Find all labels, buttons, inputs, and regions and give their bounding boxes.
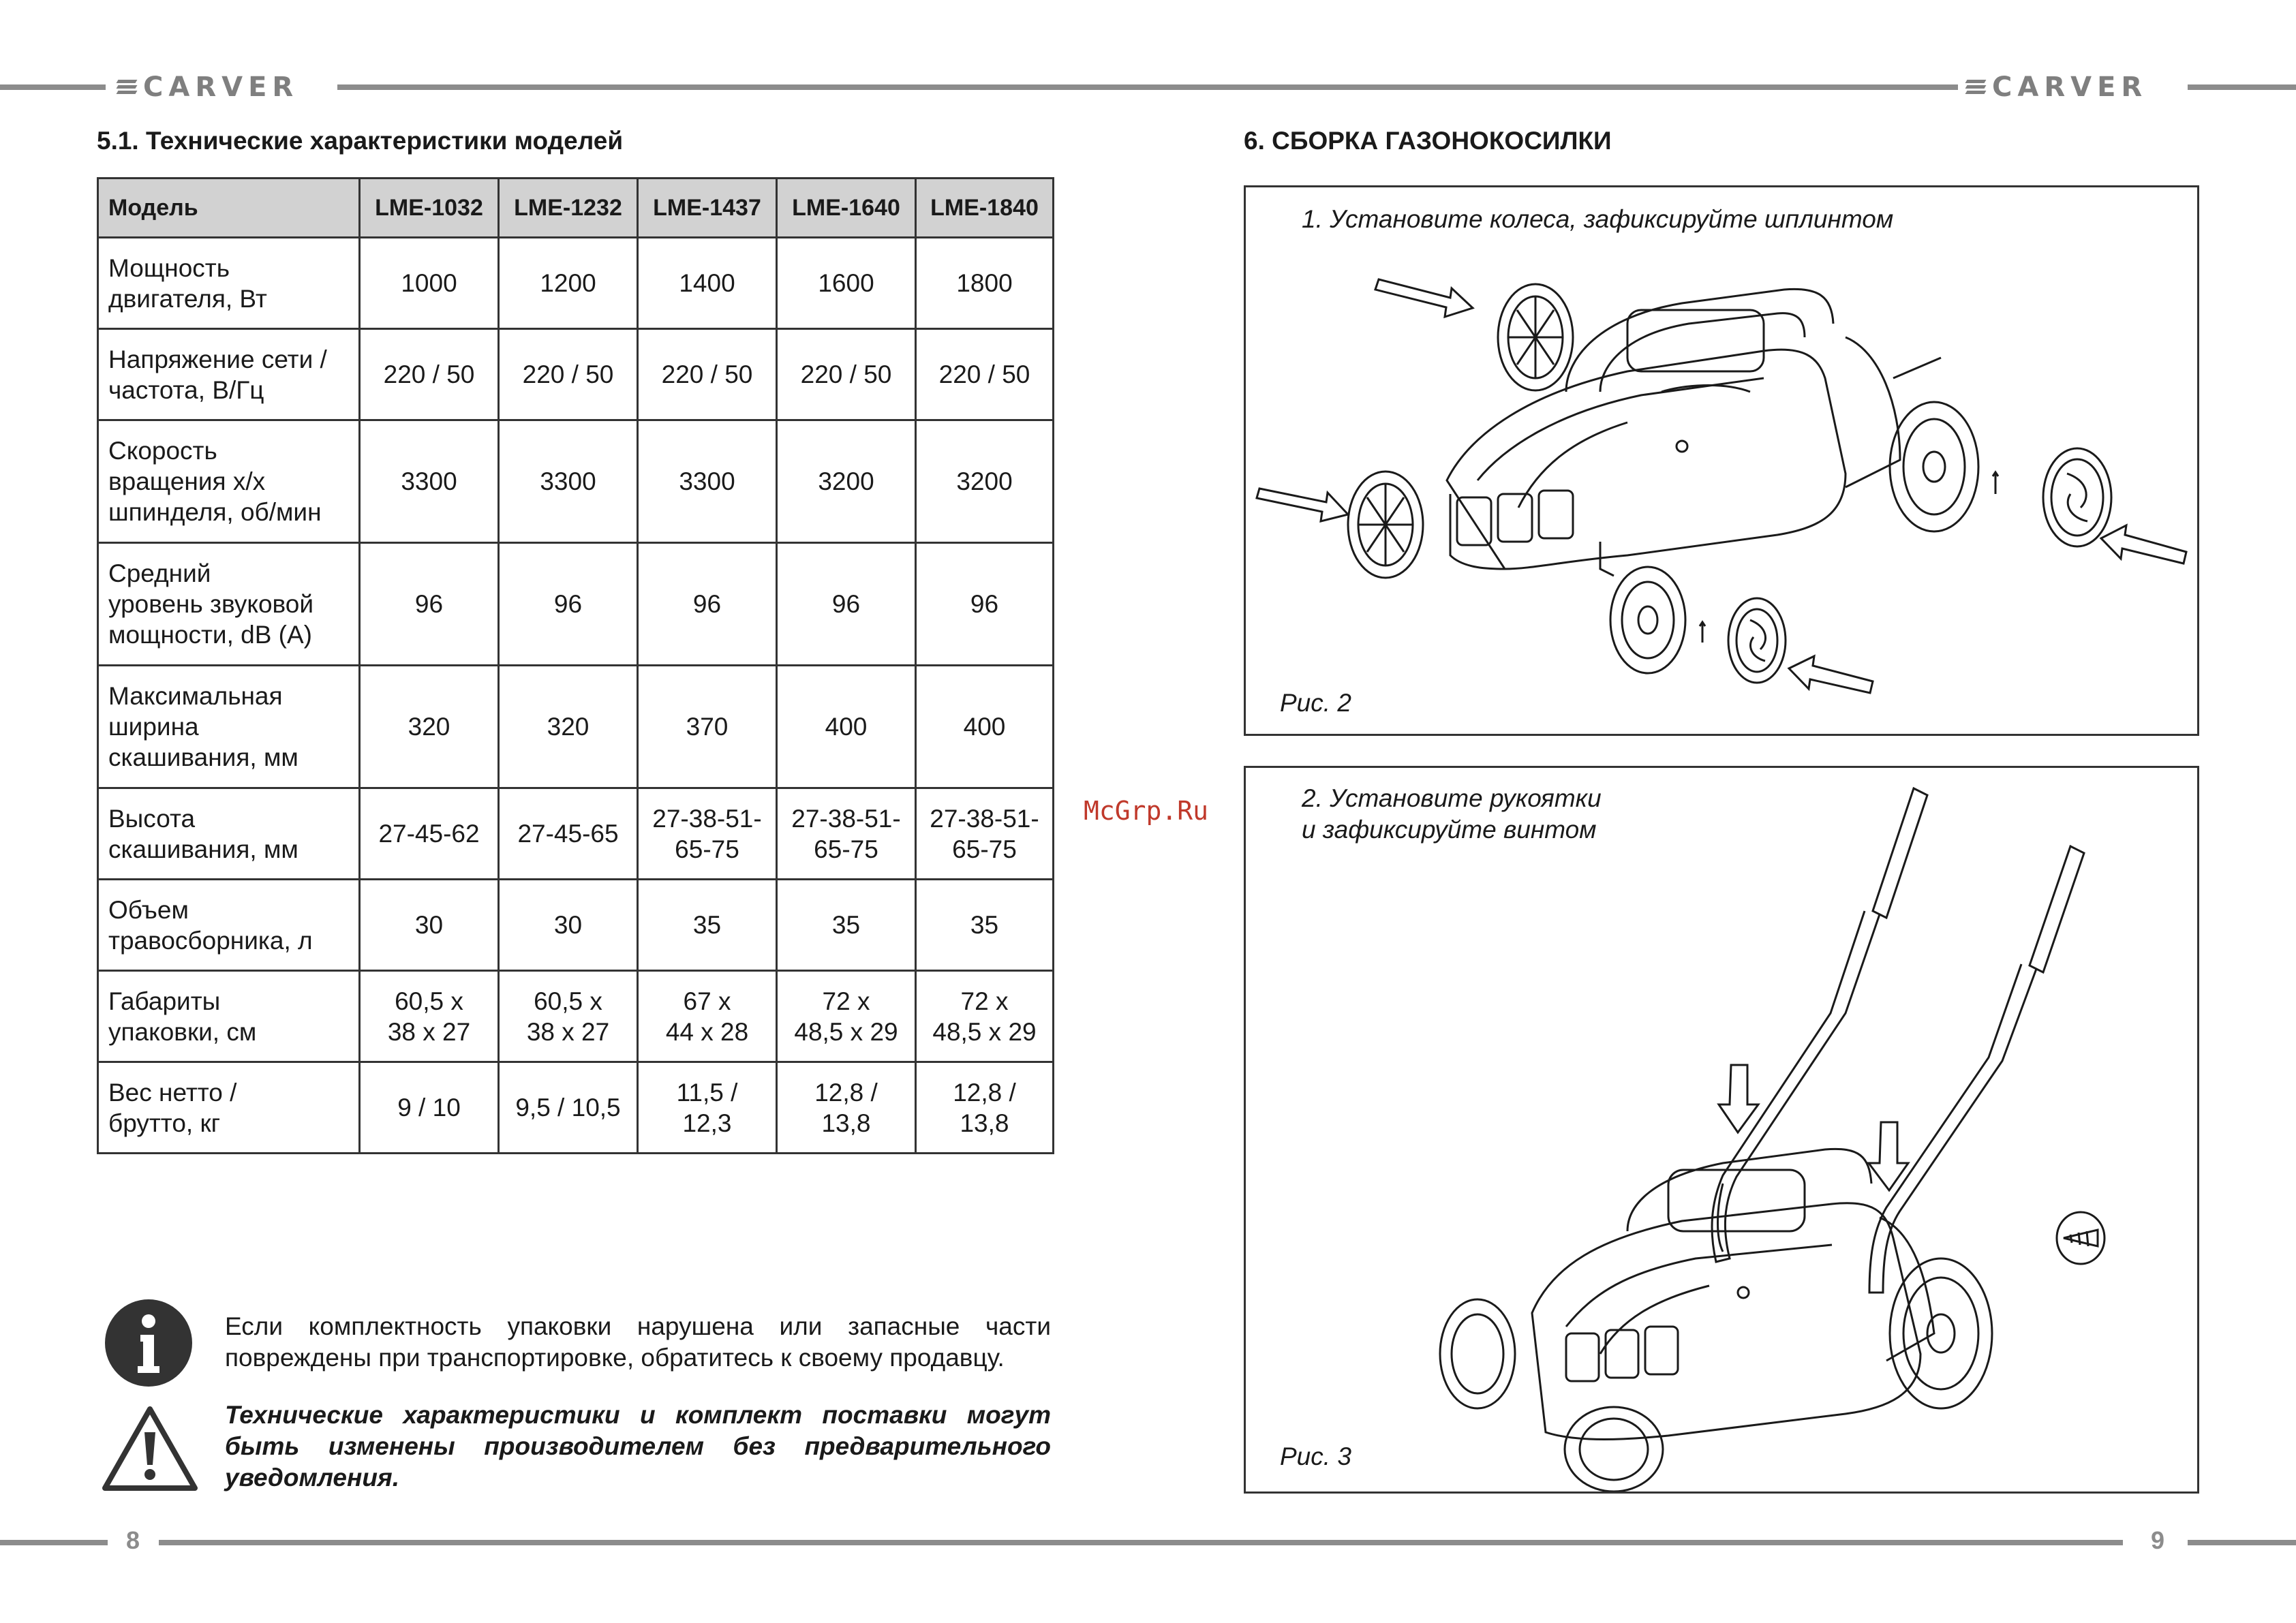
spec-table-header-row — [98, 179, 1054, 238]
figure-2-caption: 1. Установите колеса, зафиксируйте шплинтом — [1302, 205, 1894, 233]
warning-note: Технические характеристики и комплект поставки могут быть изменены производителем без предварительного уведомления. — [225, 1401, 1051, 1491]
table-row-label: Мощность двигателя, Вт — [98, 238, 360, 329]
table-cell: 72 х 48,5 х 29 — [777, 971, 916, 1062]
table-cell: 67 х 44 х 28 — [638, 971, 777, 1062]
table-cell: 27-45-62 — [360, 788, 499, 880]
arrow-handle-left — [1719, 1065, 1758, 1132]
header-lme-1640: LME-1640 — [777, 179, 916, 238]
page-number-right: 9 — [2151, 1526, 2165, 1554]
table-cell: 220 / 50 — [916, 329, 1054, 420]
warning-icon — [101, 1405, 199, 1494]
hubcap-front-drawing — [1728, 598, 1786, 683]
table-row-label: Скорость вращения х/х шпинделя, об/мин — [98, 420, 360, 543]
arrow-hubcap-right — [2101, 525, 2186, 563]
cotter-pin-front — [1700, 622, 1705, 643]
table-cell: 3300 — [638, 420, 777, 543]
table-cell: 35 — [916, 880, 1054, 971]
table-row-label: Высота скашивания, мм — [98, 788, 360, 880]
header-lme-1232: LME-1232 — [499, 179, 638, 238]
table-cell: 400 — [777, 666, 916, 788]
header-rule-center — [337, 84, 1958, 90]
spec-section-title: 5.1. Технические характеристики моделей — [97, 127, 624, 155]
arrow-handle-right — [1869, 1122, 1908, 1190]
table-cell: 30 — [499, 880, 638, 971]
footer-rule-center — [159, 1540, 2123, 1545]
mower-body-drawing — [1447, 289, 1941, 576]
footer-rule-left — [0, 1540, 108, 1545]
table-cell: 1400 — [638, 238, 777, 329]
table-row-label: Средний уровень звуковой мощности, dB (A) — [98, 543, 360, 666]
figure-3-caption: 2. Установите рукоятки и зафиксируйте винтом — [1302, 784, 1602, 844]
table-cell: 96 — [638, 543, 777, 666]
table-cell: 370 — [638, 666, 777, 788]
table-row-label: Максимальная ширина скашивания, мм — [98, 666, 360, 788]
table-cell: 1000 — [360, 238, 499, 329]
info-note: Если комплектность упаковки нарушена или запасные части повреждены при транспортировке, обратитесь к своему продавцу. — [225, 1312, 1051, 1372]
table-cell: 220 / 50 — [360, 329, 499, 420]
table-row-label: Габариты упаковки, см — [98, 971, 360, 1062]
mower-assembled-drawing — [1532, 1149, 1934, 1439]
spec-table — [97, 177, 1054, 1154]
brand-name: CARVER — [143, 72, 299, 103]
figure-3-box — [1244, 766, 2199, 1494]
table-cell: 12,8 / 13,8 — [777, 1062, 916, 1154]
table-cell: 27-38-51- 65-75 — [777, 788, 916, 880]
mower-assembled-wheels — [1440, 1258, 1992, 1491]
table-cell: 60,5 х 38 х 27 — [360, 971, 499, 1062]
table-cell: 1600 — [777, 238, 916, 329]
table-cell: 96 — [360, 543, 499, 666]
table-cell: 96 — [916, 543, 1054, 666]
figure-2-illustration — [1246, 187, 2197, 734]
table-row — [98, 1062, 1054, 1154]
header-lme-1032: LME-1032 — [360, 179, 499, 238]
footer-rule-right — [2188, 1540, 2296, 1545]
wheel-front-left-drawing — [1498, 284, 1573, 390]
watermark: McGrp.Ru — [1084, 796, 1209, 826]
cotter-pin-right — [1993, 472, 1998, 494]
table-cell: 220 / 50 — [638, 329, 777, 420]
wheel-front-right-drawing — [1610, 567, 1685, 673]
handle-right-drawing — [1869, 846, 2084, 1293]
handle-left-drawing — [1712, 788, 1927, 1262]
arrow-wheel-rear-left — [1257, 489, 1348, 521]
table-cell: 11,5 / 12,3 — [638, 1062, 777, 1154]
table-cell: 35 — [777, 880, 916, 971]
header-lme-1840: LME-1840 — [916, 179, 1054, 238]
table-cell: 320 — [499, 666, 638, 788]
header-lme-1437: LME-1437 — [638, 179, 777, 238]
table-row-label: Напряжение сети / частота, В/Гц — [98, 329, 360, 420]
brand-mark-icon — [1966, 80, 1985, 95]
arrow-wheel-front-left — [1375, 279, 1473, 317]
brand-name: CARVER — [1992, 72, 2148, 103]
figure-2-label: Рис. 2 — [1280, 689, 1351, 717]
wheel-right-drawing — [1890, 402, 1978, 531]
table-row — [98, 788, 1054, 880]
table-cell: 35 — [638, 880, 777, 971]
table-row-label: Вес нетто / брутто, кг — [98, 1062, 360, 1154]
table-row-label: Объем травосборника, л — [98, 880, 360, 971]
hubcap-right-drawing — [2043, 448, 2111, 546]
table-cell: 27-38-51- 65-75 — [638, 788, 777, 880]
table-cell: 1800 — [916, 238, 1054, 329]
table-cell: 1200 — [499, 238, 638, 329]
figure-2-box — [1244, 185, 2199, 736]
table-row — [98, 329, 1054, 420]
table-cell: 30 — [360, 880, 499, 971]
table-row — [98, 666, 1054, 788]
table-cell: 12,8 / 13,8 — [916, 1062, 1054, 1154]
arrow-hubcap-front — [1789, 656, 1873, 693]
table-cell: 3200 — [916, 420, 1054, 543]
table-row — [98, 880, 1054, 971]
table-cell: 220 / 50 — [777, 329, 916, 420]
page-number-left: 8 — [126, 1526, 140, 1554]
table-cell: 3300 — [499, 420, 638, 543]
table-cell: 320 — [360, 666, 499, 788]
table-cell: 400 — [916, 666, 1054, 788]
brand-mark-icon — [117, 80, 136, 95]
table-cell: 220 / 50 — [499, 329, 638, 420]
info-icon — [104, 1298, 194, 1388]
header-rule-right — [2188, 84, 2296, 90]
table-cell: 3300 — [360, 420, 499, 543]
assembly-section-title: 6. СБОРКА ГАЗОНОКОСИЛКИ — [1244, 127, 1612, 155]
figure-3-illustration — [1246, 768, 2197, 1491]
table-row — [98, 971, 1054, 1062]
table-cell: 96 — [777, 543, 916, 666]
table-cell: 27-45-65 — [499, 788, 638, 880]
brand-logo-left — [117, 74, 299, 101]
figure-3-label: Рис. 3 — [1280, 1442, 1351, 1470]
table-cell: 9 / 10 — [360, 1062, 499, 1154]
table-cell: 96 — [499, 543, 638, 666]
table-cell: 60,5 х 38 х 27 — [499, 971, 638, 1062]
table-cell: 72 х 48,5 х 29 — [916, 971, 1054, 1062]
screw-drawing — [2057, 1212, 2104, 1264]
table-cell: 27-38-51- 65-75 — [916, 788, 1054, 880]
table-row — [98, 543, 1054, 666]
table-cell: 9,5 / 10,5 — [499, 1062, 638, 1154]
table-row — [98, 420, 1054, 543]
table-cell: 3200 — [777, 420, 916, 543]
table-row — [98, 238, 1054, 329]
header-model: Модель — [98, 179, 360, 238]
brand-logo-right — [1966, 74, 2147, 101]
header-rule-left-a — [0, 84, 106, 90]
wheel-rear-left-drawing — [1348, 472, 1423, 578]
